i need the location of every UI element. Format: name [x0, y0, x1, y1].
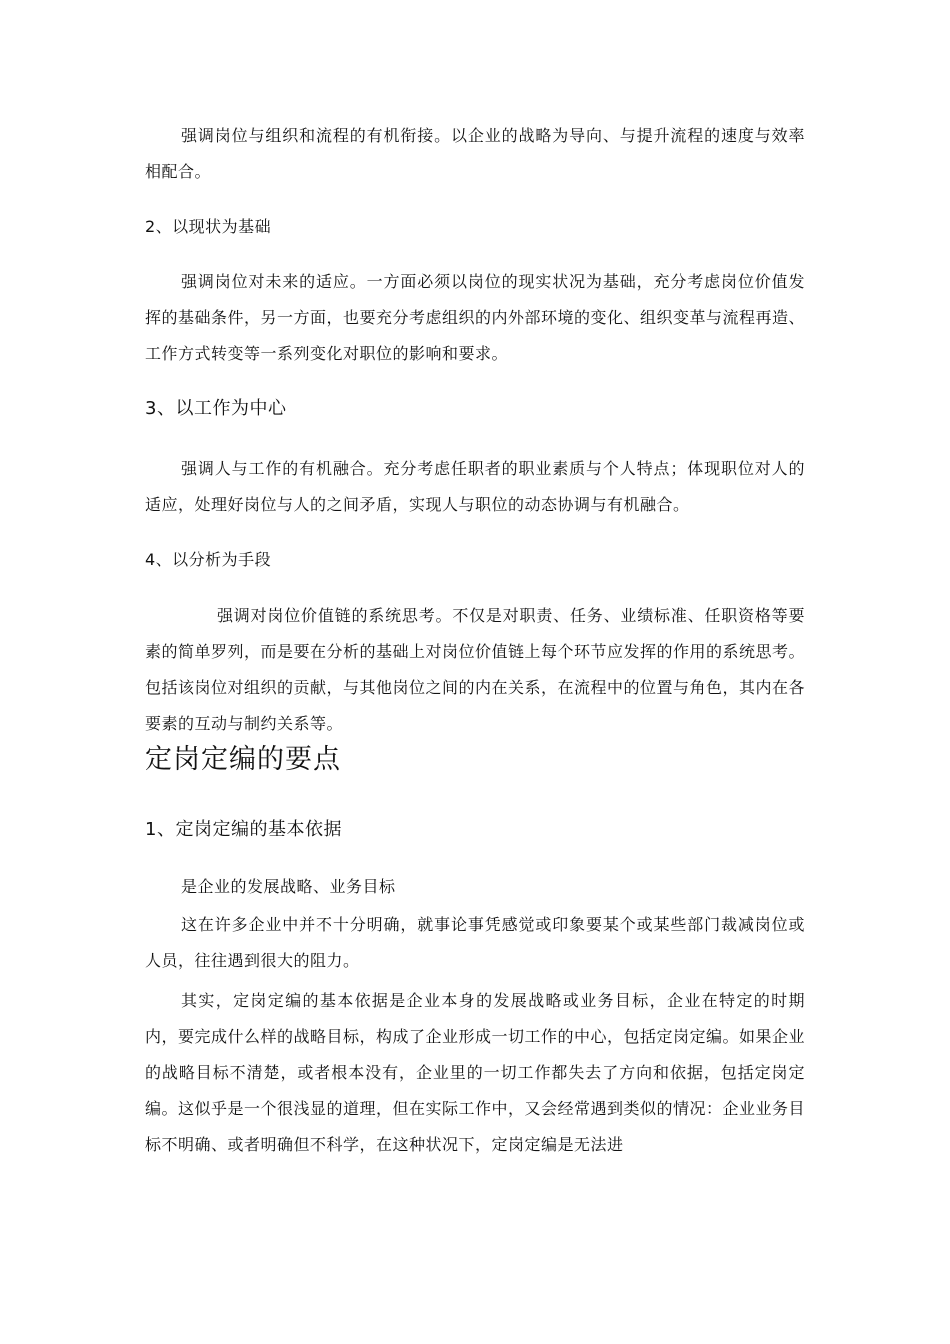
heading-work-centered: 3、以工作为中心 — [145, 398, 287, 419]
paragraph-value-chain: 强调对岗位价值链的系统思考。不仅是对职责、任务、业绩标准、任职资格等要素的简单罗列，而是要在分析的基础上对岗位价值链上每个环节应发挥的作用的系统思考。包括该岗位对组织的贡献，与其他岗位之间的内在关系，在流程中的位置与角色，其内在各要素的互动与制约关系等。 — [145, 606, 806, 733]
paragraph-process-alignment: 强调岗位与组织和流程的有机衔接。以企业的战略为导向、与提升流程的速度与效率相配合。 — [145, 126, 805, 181]
section-title: 定岗定编的要点 — [145, 744, 341, 775]
paragraph-future-adaptation: 强调岗位对未来的适应。一方面必须以岗位的现实状况为基础，充分考虑岗位价值发挥的基础条件，另一方面，也要充分考虑组织的内外部环境的变化、组织变革与流程再造、工作方式转变等一系列变化对职位的影响和要求。 — [145, 272, 806, 363]
heading-analysis-means: 4、以分析为手段 — [145, 550, 272, 569]
paragraph-person-job-fusion: 强调人与工作的有机融合。充分考虑任职者的职业素质与个人特点；体现职位对人的适应，处理好岗位与人的之间矛盾，实现人与职位的动态协调与有机融合。 — [145, 459, 805, 514]
paragraph-strategy-goals: 是企业的发展战略、业务目标 — [181, 877, 396, 896]
paragraph-unclear-in-companies: 这在许多企业中并不十分明确，就事论事凭感觉或印象要某个或某些部门裁减岗位或人员，往往遇到很大的阻力。 — [145, 915, 805, 970]
heading-current-state-basis: 2、以现状为基础 — [145, 217, 272, 236]
heading-basic-basis: 1、定岗定编的基本依据 — [145, 819, 342, 840]
paragraph-strategy-explanation: 其实，定岗定编的基本依据是企业本身的发展战略或业务目标，企业在特定的时期内，要完成什么样的战略目标，构成了企业形成一切工作的中心，包括定岗定编。如果企业的战略目标不清楚，或者根本没有，企业里的一切工作都失去了方向和依据，包括定岗定编。这似乎是一个很浅显的道理，但在实际工作中，又会经常遇到类似的情况：企业业务目标不明确、或者明确但不科学，在这种状况下，定岗定编是无法进 — [145, 991, 806, 1154]
